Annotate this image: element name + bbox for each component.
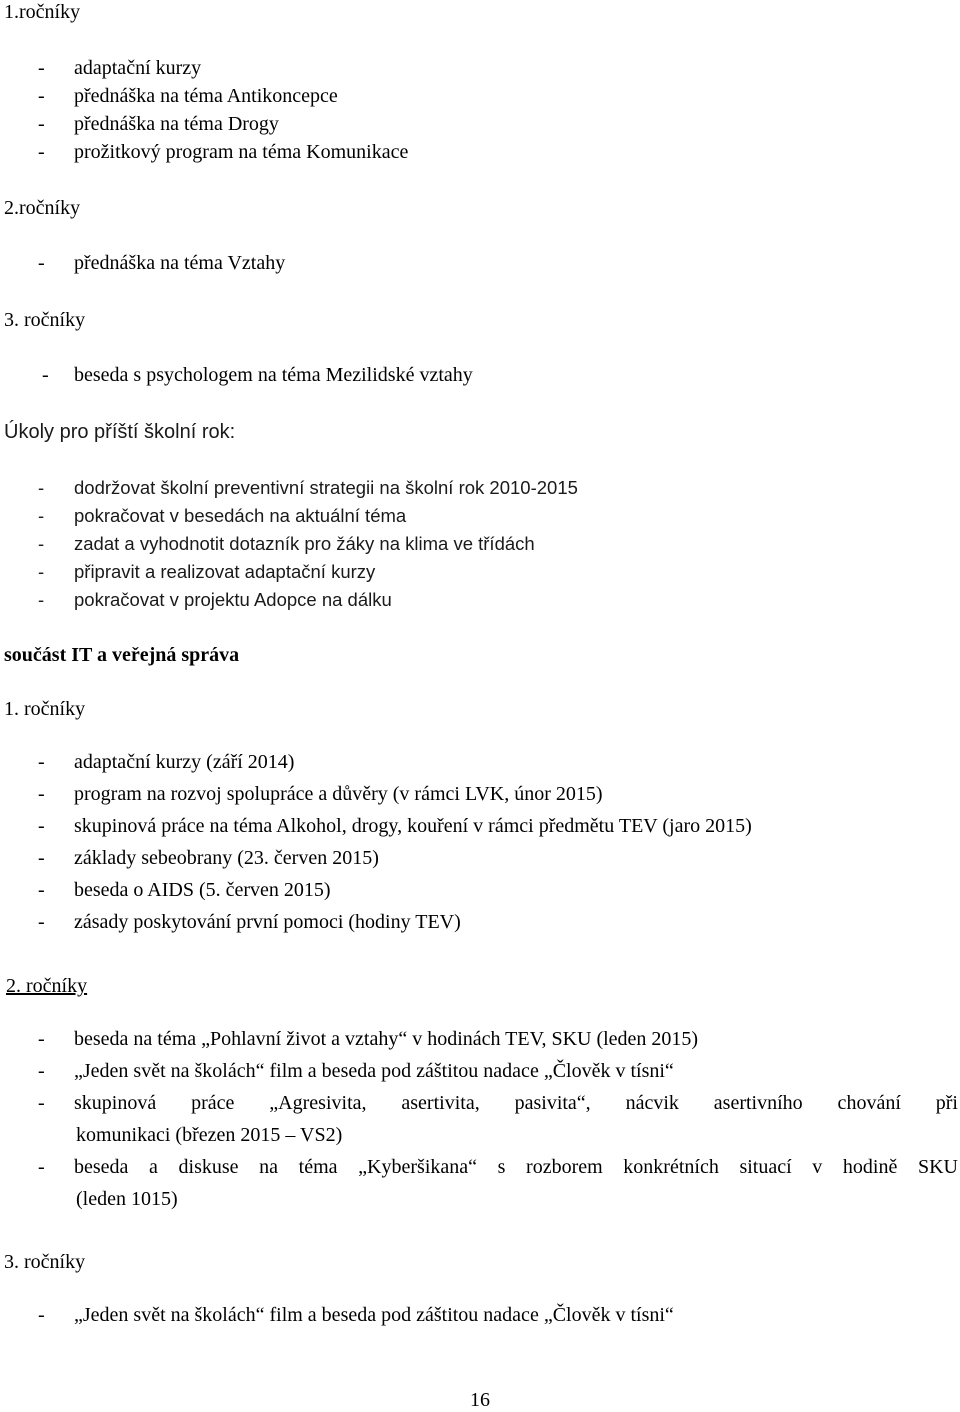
dash-bullet: -: [38, 847, 45, 869]
it-part-title: součást IT a veřejná správa: [4, 644, 240, 666]
list-item-text: dodržovat školní preventivní strategii na školní rok 2010-2015: [74, 477, 578, 498]
dash-bullet: -: [38, 1060, 45, 1082]
dash-bullet: -: [38, 505, 45, 526]
list-item-text: základy sebeobrany (23. červen 2015): [74, 847, 379, 869]
section-heading-3: 3. ročníky: [4, 309, 86, 331]
list-item-text: beseda o AIDS (5. červen 2015): [74, 879, 331, 901]
page-number: 16: [470, 1389, 490, 1411]
dash-bullet: -: [38, 1304, 45, 1326]
list-item-text: prožitkový program na téma Komunikace: [74, 141, 409, 163]
dash-bullet: -: [38, 1156, 45, 1178]
list-item-text: skupinová práce „Agresivita, asertivita, pasivita“, nácvik asertivního chování při: [74, 1092, 958, 1114]
tasks-heading: Úkoly pro příští školní rok:: [4, 421, 236, 443]
list-item-continuation-text: (leden 1015): [76, 1188, 178, 1210]
dash-bullet: -: [38, 533, 45, 554]
list-item-text: „Jeden svět na školách“ film a beseda pod záštitou nadace „Člověk v tísni“: [74, 1304, 674, 1326]
list-item-text: přednáška na téma Antikoncepce: [74, 85, 338, 107]
list-item-text: beseda s psychologem na téma Mezilidské vztahy: [74, 364, 473, 386]
list-item-text: přednáška na téma Vztahy: [74, 252, 286, 274]
list-item-text: beseda a diskuse na téma „Kyberšikana“ s rozborem konkrétních situací v hodině SKU: [74, 1156, 958, 1178]
dash-bullet: -: [38, 477, 45, 498]
list-item-text: beseda na téma „Pohlavní život a vztahy“ v hodinách TEV, SKU (leden 2015): [74, 1028, 699, 1050]
dash-bullet: -: [38, 911, 45, 933]
it-year1-heading: 1. ročníky: [4, 698, 86, 720]
list-item-text: program na rozvoj spolupráce a důvěry (v rámci LVK, únor 2015): [74, 783, 603, 805]
dash-bullet: -: [42, 364, 49, 386]
dash-bullet: -: [38, 113, 45, 135]
dash-bullet: -: [38, 141, 45, 163]
dash-bullet: -: [38, 589, 45, 610]
list-item-text: adaptační kurzy (září 2014): [74, 751, 295, 773]
list-item-text: skupinová práce na téma Alkohol, drogy, kouření v rámci předmětu TEV (jaro 2015): [74, 815, 752, 837]
it-year2-heading: 2. ročníky: [6, 975, 88, 997]
dash-bullet: -: [38, 57, 45, 79]
list-item-text: „Jeden svět na školách“ film a beseda pod záštitou nadace „Člověk v tísni“: [74, 1060, 674, 1082]
dash-bullet: -: [38, 1092, 45, 1114]
list-item-text: pokračovat v projektu Adopce na dálku: [74, 589, 392, 610]
list-item-text: připravit a realizovat adaptační kurzy: [74, 561, 376, 582]
list-item-text: adaptační kurzy: [74, 57, 202, 79]
list-item-text: pokračovat v besedách na aktuální téma: [74, 505, 407, 526]
dash-bullet: -: [38, 879, 45, 901]
it-year3-heading: 3. ročníky: [4, 1251, 86, 1273]
dash-bullet: -: [38, 252, 45, 274]
list-item-text: zadat a vyhodnotit dotazník pro žáky na klima ve třídách: [74, 533, 535, 554]
dash-bullet: -: [38, 815, 45, 837]
dash-bullet: -: [38, 751, 45, 773]
section-heading-2: 2.ročníky: [4, 197, 81, 219]
list-item-text: přednáška na téma Drogy: [74, 113, 279, 135]
dash-bullet: -: [38, 1028, 45, 1050]
dash-bullet: -: [38, 561, 45, 582]
dash-bullet: -: [38, 85, 45, 107]
section-heading-1: 1.ročníky: [4, 1, 81, 23]
list-item-text: zásady poskytování první pomoci (hodiny TEV): [74, 911, 461, 933]
dash-bullet: -: [38, 783, 45, 805]
list-item-continuation-text: komunikaci (březen 2015 – VS2): [76, 1124, 343, 1146]
